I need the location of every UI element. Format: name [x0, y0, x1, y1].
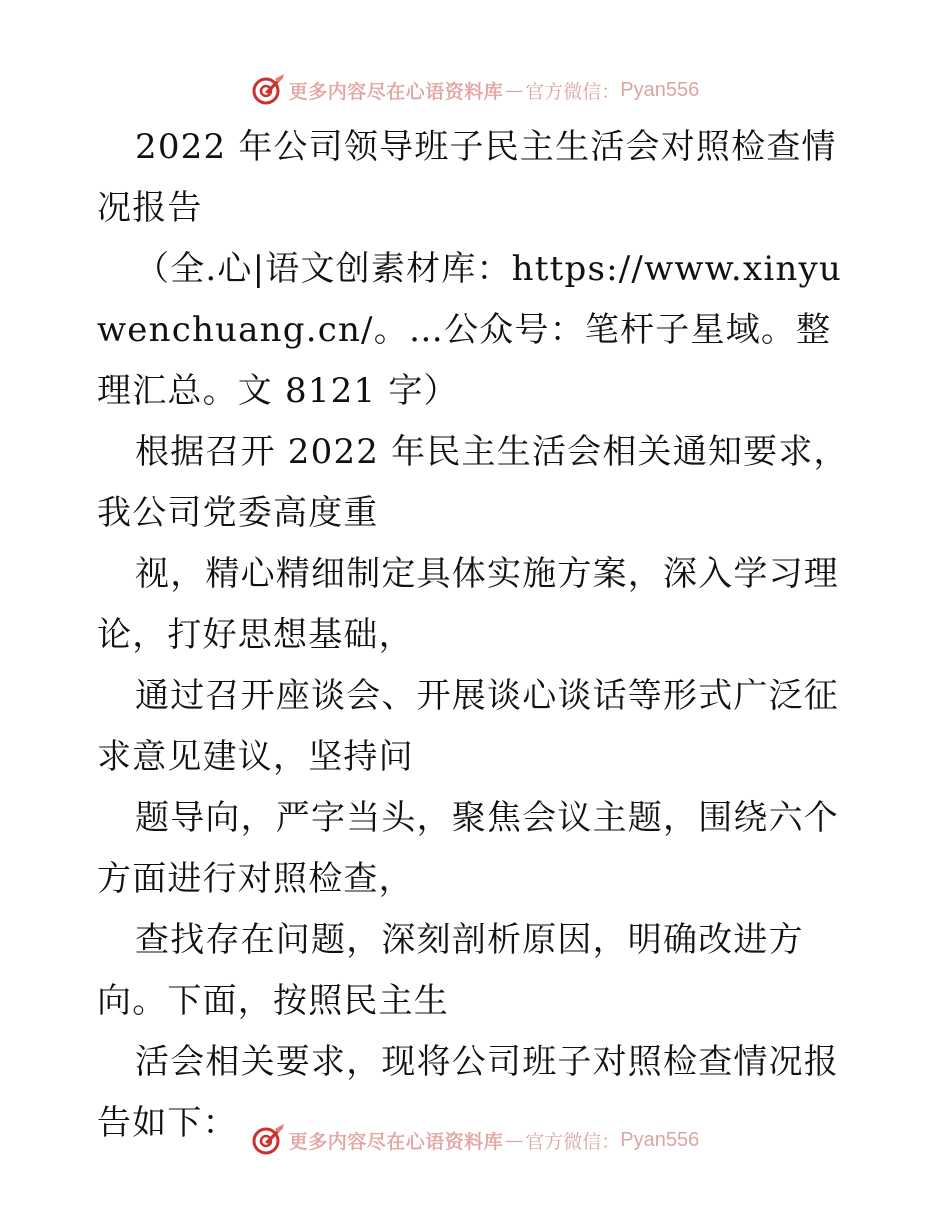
- body-paragraph: 查找存在问题，深刻剖析原因，明确改进方向。下面，按照民主生: [97, 920, 804, 1021]
- body-paragraph: 根据召开 2022 年民主生活会相关通知要求，我公司党委高度重: [97, 432, 849, 533]
- banner-wechat-label: 官方微信：: [525, 1130, 621, 1153]
- body-paragraph: 活会相关要求，现将公司班子对照检查情况报告如下：: [97, 1042, 839, 1143]
- banner-wechat-id: Pyan556: [620, 1128, 700, 1151]
- banner-wechat-label: 官方微信：: [525, 80, 621, 103]
- banner-dash: —: [505, 79, 524, 101]
- banner-wechat-id: Pyan556: [620, 78, 700, 101]
- quill-logo-icon: [251, 1123, 285, 1157]
- body-paragraph: 题导向，严字当头，聚焦会议主题，围绕六个方面进行对照检查，: [97, 798, 839, 899]
- document-body: [97, 117, 857, 1154]
- body-paragraph: 视，精心精细制定具体实施方案，深入学习理论，打好思想基础，: [97, 554, 839, 655]
- banner-dash: —: [505, 1129, 524, 1151]
- quill-logo-icon: [251, 73, 285, 107]
- header-watermark: [0, 70, 950, 110]
- banner-main-text: 更多内容尽在心语资料库: [288, 1130, 504, 1153]
- banner-main-text: 更多内容尽在心语资料库: [288, 80, 504, 103]
- document-title: 2022 年公司领导班子民主生活会对照检查情况报告: [97, 127, 837, 228]
- source-note: （全.心|语文创素材库：https://www.xinyuwenchuang.cn/。…公众号：笔杆子星域。整理汇总。文 8121 字）: [97, 249, 842, 411]
- body-paragraph: 通过召开座谈会、开展谈心谈话等形式广泛征求意见建议，坚持问: [97, 676, 839, 777]
- footer-watermark: [0, 1120, 950, 1160]
